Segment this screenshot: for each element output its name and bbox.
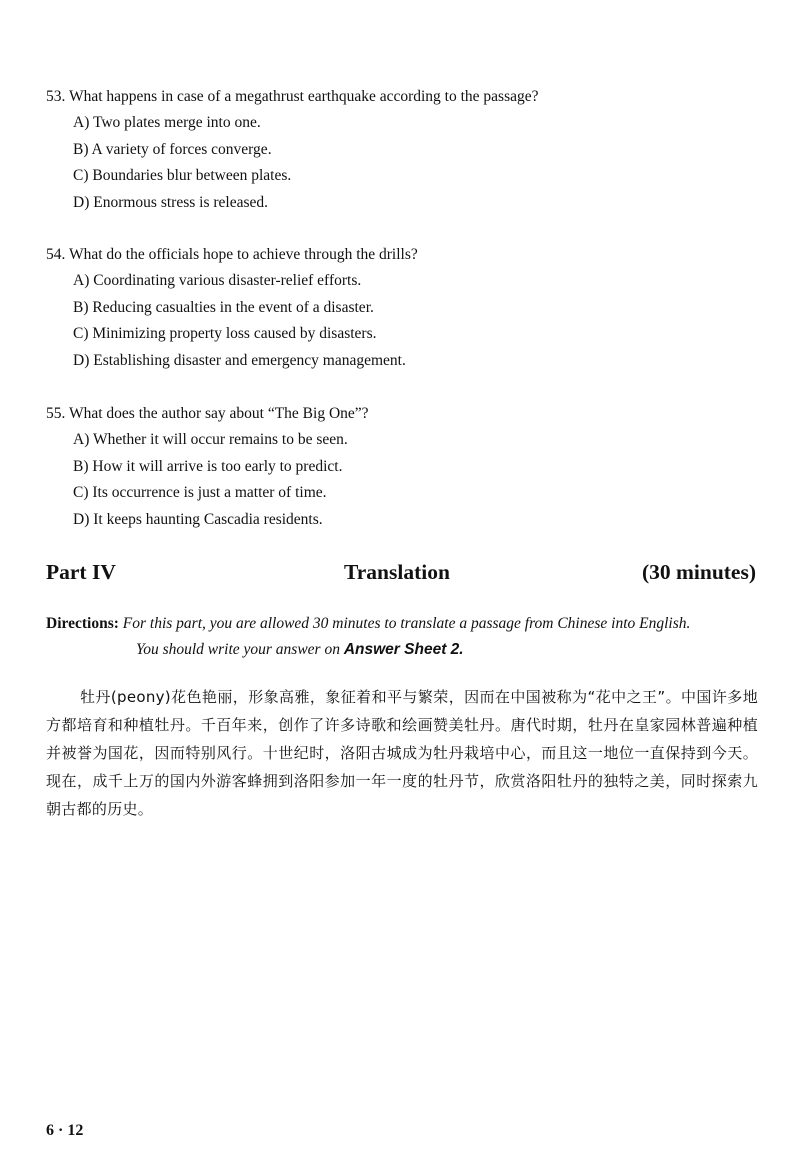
directions-label: Directions: [46, 615, 119, 632]
option-c: C) Its occurrence is just a matter of time. [73, 484, 327, 501]
option-d: D) It keeps haunting Cascadia residents. [73, 510, 323, 528]
option-c: C) Boundaries blur between plates. [73, 167, 292, 184]
part-label: Part IV [46, 560, 116, 584]
option-c: C) Minimizing property loss caused by disasters. [73, 325, 377, 342]
option-b: B) Reducing casualties in the event of a disaster. [73, 298, 374, 316]
question-stem: 53. What happens in case of a megathrust earthquake according to the passage? [46, 88, 539, 105]
question-stem: 54. What do the officials hope to achieve through the drills? [46, 246, 418, 263]
question-55 [46, 401, 766, 533]
directions-text-line2: You should write your answer on [136, 641, 344, 658]
page-number: 6 · 12 [46, 1122, 84, 1139]
option-b: B) A variety of forces converge. [73, 140, 272, 158]
question-53 [46, 84, 766, 216]
option-d: D) Enormous stress is released. [73, 193, 268, 211]
translation-passage: 牡丹(peony)花色艳丽，形象高雅，象征着和平与繁荣，因而在中国被称为“花中之王”。中国许多地方都培育和种植牡丹。千百年来，创作了许多诗歌和绘画赞美牡丹。唐代时期，牡丹在皇家园林普遍种植并被誉为国花，因而特别风行。十世纪时，洛阳古城成为牡丹栽培中心，而且这一地位一直保持到今天。现在，成千上万的国内外游客蜂拥到洛阳参加一年一度的牡丹节，欣赏洛阳牡丹的独特之美，同时探索九朝古都的历史。 [46, 688, 758, 818]
question-54 [46, 242, 766, 374]
directions [46, 611, 761, 663]
option-a: A) Whether it will occur remains to be seen. [73, 431, 348, 448]
option-a: A) Coordinating various disaster-relief efforts. [73, 272, 362, 289]
directions-text-line1: For this part, you are allowed 30 minutes to translate a passage from Chinese into English. [122, 615, 691, 632]
option-b: B) How it will arrive is too early to predict. [73, 457, 343, 475]
part-header [46, 560, 756, 592]
option-d: D) Establishing disaster and emergency management. [73, 351, 406, 369]
answer-sheet-reference: Answer Sheet 2. [343, 641, 464, 658]
part-time-limit: (30 minutes) [641, 560, 756, 584]
question-stem: 55. What does the author say about “The Big One”? [46, 405, 369, 422]
option-a: A) Two plates merge into one. [73, 114, 261, 131]
part-title: Translation [344, 560, 450, 584]
